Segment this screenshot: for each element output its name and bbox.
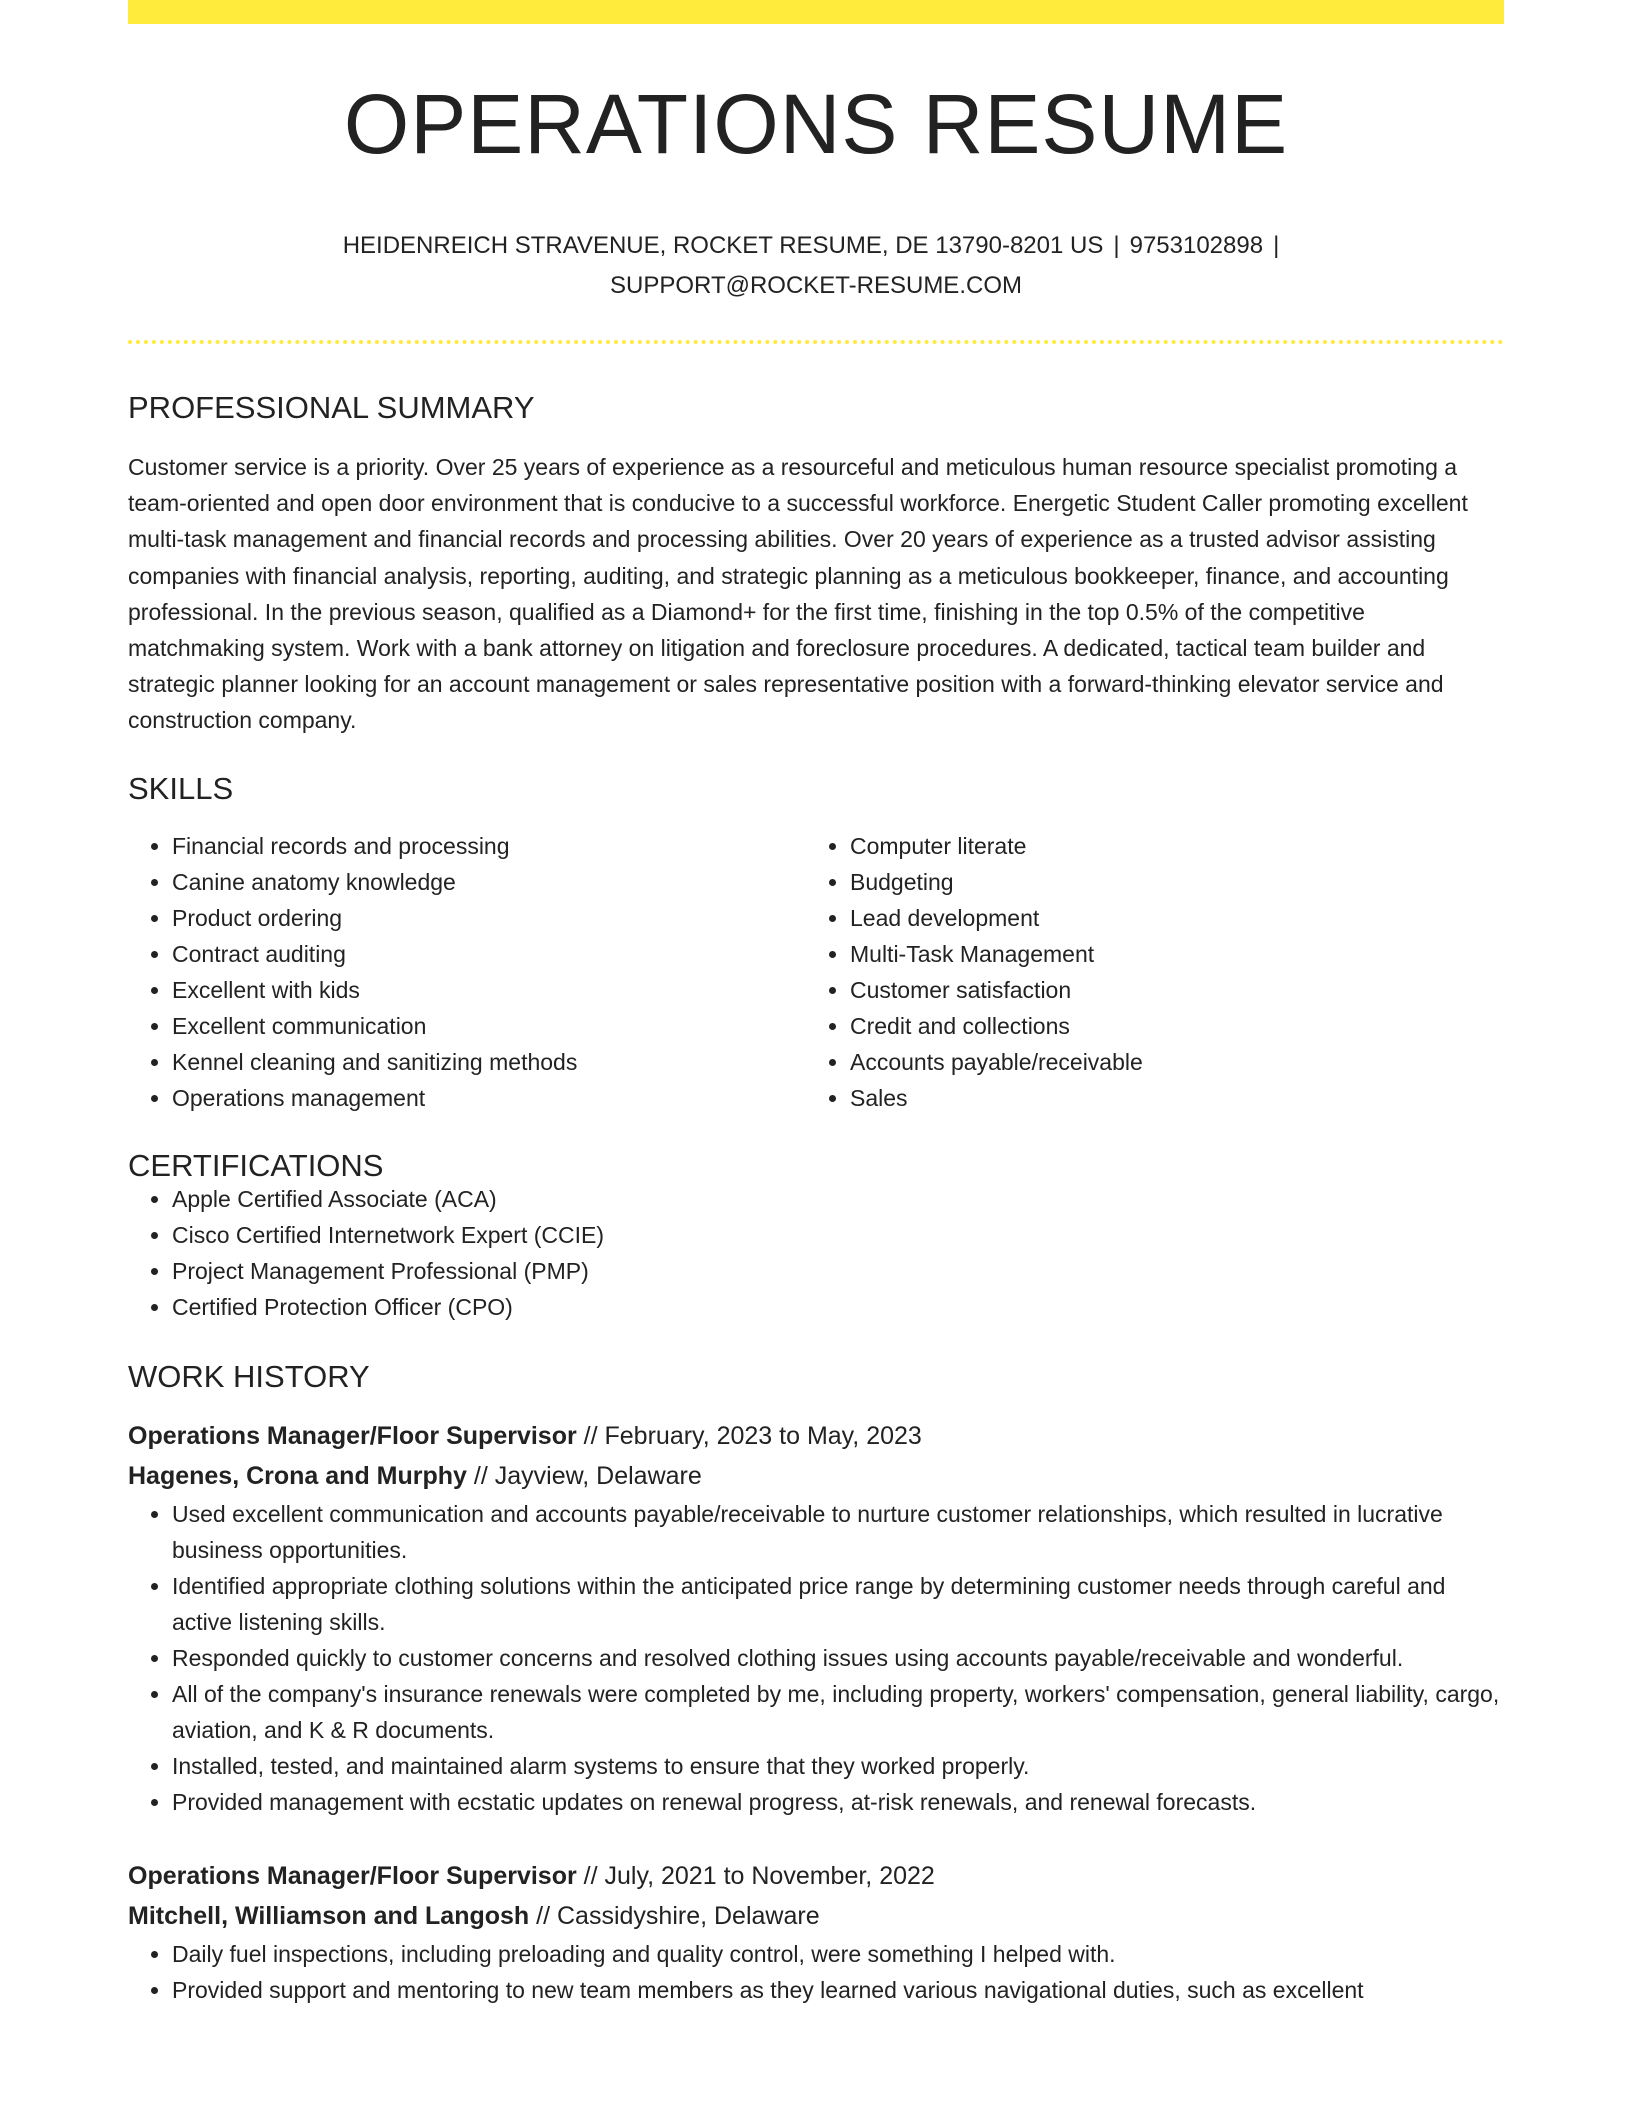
job-duty: • Provided management with ecstatic updates on renewal progress, at-risk renewals, and renewal forecasts. xyxy=(172,1784,1504,1820)
job-title: Operations Manager/Floor Supervisor xyxy=(128,1861,577,1890)
summary-text: Customer service is a priority. Over 25 years of experience as a resourceful and meticulous human resource specialist promoting a team-oriented and open door environment that is conducive to a successful workforce. Energetic Student Caller promoting excellent multi-task management and financial records and processing abilities. Over 20 years of experience as a trusted advisor assisting companies with financial analysis, reporting, auditing, and strategic planning as a meticulous bookkeeper, finance, and accounting professional. In the previous season, qualified as a Diamond+ for the first time, finishing in the top 0.5% of the competitive matchmaking system. Work with a bank attorney on litigation and foreclosure procedures. A dedicated, tactical team builder and strategic planner looking for an account management or sales representative position with a forward-thinking elevator service and construction company. xyxy=(128,454,1468,734)
job-duty: • All of the company's insurance renewals were completed by me, including property, workers' compensation, general liability, cargo, aviation, and K & R documents. xyxy=(172,1676,1504,1748)
job-title-line xyxy=(128,1416,1504,1456)
skills-list-right xyxy=(806,828,1484,1116)
job-company-line xyxy=(128,1456,1504,1496)
job-title-line xyxy=(128,1856,1504,1896)
job-company: Hagenes, Crona and Murphy xyxy=(128,1461,467,1490)
job-duties-list xyxy=(128,1496,1504,1820)
job-entry xyxy=(128,1416,1504,1820)
skill-item: • Budgeting xyxy=(850,864,1484,900)
skill-item: • Canine anatomy knowledge xyxy=(172,864,806,900)
job-location: // Cassidyshire, Delaware xyxy=(536,1901,820,1930)
job-company: Mitchell, Williamson and Langosh xyxy=(128,1901,530,1930)
resume-page xyxy=(128,0,1504,2008)
skill-item: • Accounts payable/receivable xyxy=(850,1044,1484,1080)
job-duty: • Daily fuel inspections, including preloading and quality control, were something I helped with. xyxy=(172,1936,1504,1972)
skill-item: • Operations management xyxy=(172,1080,806,1116)
contact-address: HEIDENREICH STRAVENUE, ROCKET RESUME, DE 13790-8201 US xyxy=(342,232,1104,259)
contact-separator: | xyxy=(1273,232,1280,259)
skills-section xyxy=(128,770,1504,1116)
job-duty: • Used excellent communication and accounts payable/receivable to nurture customer relationships, which resulted in lucrative business opportunities. xyxy=(172,1496,1504,1568)
skill-item: • Lead development xyxy=(850,900,1484,936)
skills-list-left xyxy=(128,828,806,1116)
skill-item: • Kennel cleaning and sanitizing methods xyxy=(172,1044,806,1080)
skills-columns xyxy=(128,828,1504,1116)
dotted-divider xyxy=(128,340,1504,344)
skill-item: • Contract auditing xyxy=(172,936,806,972)
skill-item: • Product ordering xyxy=(172,900,806,936)
job-duty: • Responded quickly to customer concerns and resolved clothing issues using accounts payable/receivable and wonderful. xyxy=(172,1640,1504,1676)
skill-item: • Excellent communication xyxy=(172,1008,806,1044)
certifications-list xyxy=(128,1181,1504,1325)
certification-item: • Project Management Professional (PMP) xyxy=(172,1253,1504,1289)
skill-item: • Sales xyxy=(850,1080,1484,1116)
work-history-heading: WORK HISTORY xyxy=(128,1358,370,1394)
contact-email: SUPPORT@ROCKET-RESUME.COM xyxy=(610,272,1022,299)
skill-item: • Multi-Task Management xyxy=(850,936,1484,972)
contact-info xyxy=(128,226,1504,306)
accent-top-bar xyxy=(128,0,1504,24)
contact-separator: | xyxy=(1113,232,1120,259)
certification-item: • Cisco Certified Internetwork Expert (CCIE) xyxy=(172,1217,1504,1253)
work-history-section xyxy=(128,1358,1504,2008)
skill-item: • Excellent with kids xyxy=(172,972,806,1008)
skills-column-right xyxy=(806,828,1484,1116)
job-dates: // July, 2021 to November, 2022 xyxy=(583,1861,935,1890)
skills-heading: SKILLS xyxy=(128,770,234,806)
skills-column-left xyxy=(128,828,806,1116)
skill-item: • Financial records and processing xyxy=(172,828,806,864)
professional-summary-section xyxy=(128,392,1504,739)
certifications-heading: CERTIFICATIONS xyxy=(128,1147,384,1183)
job-title: Operations Manager/Floor Supervisor xyxy=(128,1421,577,1450)
job-duty: • Provided support and mentoring to new team members as they learned various navigational duties, such as excellent xyxy=(172,1972,1504,2008)
certification-item: • Apple Certified Associate (ACA) xyxy=(172,1181,1504,1217)
job-duty: • Installed, tested, and maintained alarm systems to ensure that they worked properly. xyxy=(172,1748,1504,1784)
certification-item: • Certified Protection Officer (CPO) xyxy=(172,1289,1504,1325)
certifications-section xyxy=(128,1147,1504,1325)
summary-heading: PROFESSIONAL SUMMARY xyxy=(128,390,535,425)
job-company-line xyxy=(128,1896,1504,1936)
job-duties-list xyxy=(128,1936,1504,2008)
contact-phone: 9753102898 xyxy=(1129,232,1264,259)
skill-item: • Credit and collections xyxy=(850,1008,1484,1044)
job-dates: // February, 2023 to May, 2023 xyxy=(583,1421,922,1450)
skill-item: • Customer satisfaction xyxy=(850,972,1484,1008)
job-entry xyxy=(128,1856,1504,2008)
skill-item: • Computer literate xyxy=(850,828,1484,864)
resume-title: OPERATIONS RESUME xyxy=(343,77,1289,171)
job-location: // Jayview, Delaware xyxy=(473,1461,702,1490)
job-duty: • Identified appropriate clothing solutions within the anticipated price range by determining customer needs through careful and active listening skills. xyxy=(172,1568,1504,1640)
